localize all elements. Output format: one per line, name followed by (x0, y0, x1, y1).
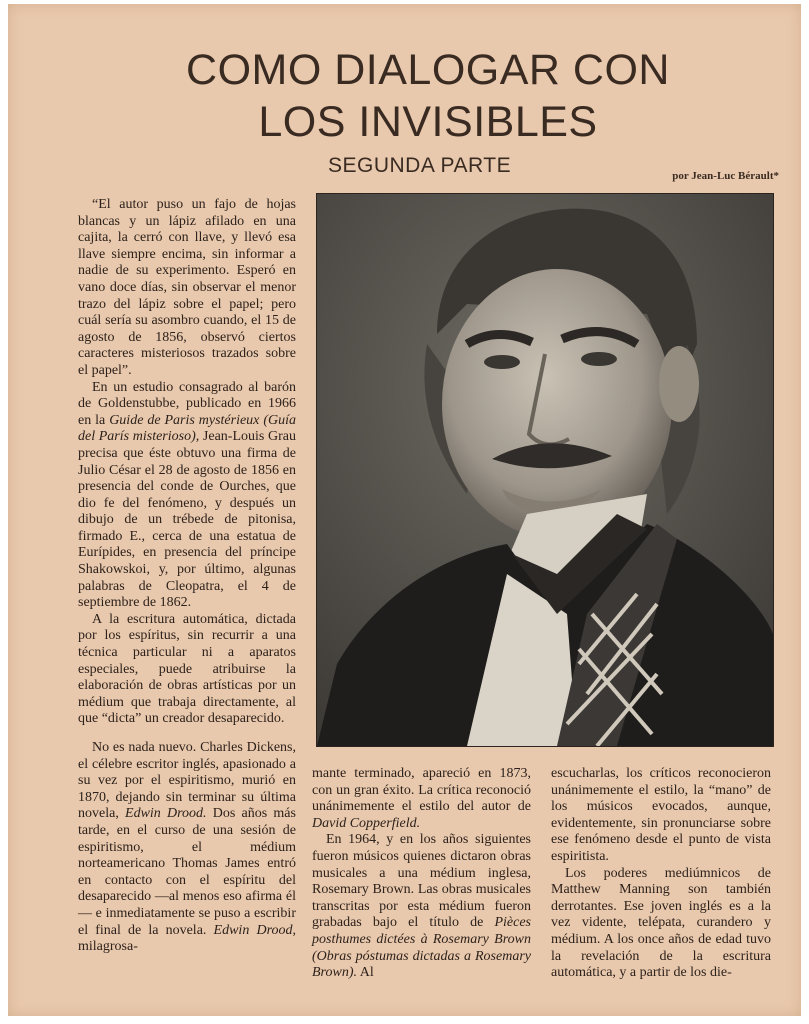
portrait-photo (316, 193, 774, 747)
author-byline: por Jean-Luc Bérault* (672, 170, 779, 182)
paragraph: “El autor puso un fajo de hojas blancas y un lápiz afilado en una cajita, la cerró con llave, y llevó esa llave siempre encima, sin informar a nadie de su experimento. Esperó en vano doce días, sin observar el menor trazo del lápiz sobre el papel; pero cuál sería su asombro cuando, el 15 de agosto de 1856, observó ciertos caracteres misteriosos trazados sobre el papel”. (78, 197, 296, 378)
title-line-2: LOS INVISIBLES (258, 98, 598, 146)
text-column-2 (312, 766, 531, 982)
paragraph: No es nada nuevo. Charles Dickens, el célebre escritor inglés, apasionado a su vez por el espiritismo, murió en 1870, dejando sin terminar su última novela, Edwin Drood. Dos años más tarde, en el curso de una sesión de espiritismo, el médium norteamericano Thomas James entró en contacto con el espíritu del desaparecido —al menos eso afirma él— e inmediatamente se puso a escribir el final de la novela. Edwin Drood, milagrosa- (78, 740, 296, 955)
title-line-1: COMO DIALOGAR CON (186, 46, 670, 94)
magazine-page (8, 4, 801, 1016)
paragraph: En un estudio consagrado al barón de Goldenstubbe, publicado en 1966 en la Guide de Paris mystérieux (Guía del París misterioso), Jean-Louis Grau precisa que éste obtuvo una firma de Julio César el 28 de agosto de 1856 en presencia del conde de Ourches, que dio fe del fenómeno, y después un dibujo de un trébede de pitonisa, firmado E., cerca de una estatua de Eurípides, en presencia del príncipe Shakowskoi, y, por último, algunas palabras de Cleopatra, el 4 de septiembre de 1862. (78, 379, 296, 611)
portrait-photo-icon (317, 194, 773, 746)
paragraph: A la escritura automática, dictada por los espíritus, sin recurrir a una técnica particular ni a aparatos especiales, puede atribuirse la elaboración de obras artísticas por un médium que trabaja directamente, al que “dicta” un creador desaparecido. (78, 611, 296, 727)
text-column-3 (551, 766, 771, 982)
paragraph: En 1964, y en los años siguientes fueron músicos quienes dictaron obras musicales a una médium inglesa, Rosemary Brown. Las obras musicales transcritas por esta médium fueron grabadas bajo el título de Pièces posthumes dictées à Rosemary Brown (Obras póstumas dictadas a Rosemary Brown). Al (312, 832, 531, 981)
article-subtitle: SEGUNDA PARTE (328, 154, 512, 177)
article-title (108, 44, 748, 148)
text-column-1 (78, 197, 296, 956)
paragraph: Los poderes mediúmnicos de Matthew Manning son también derrotantes. Ese joven inglés es a la vez vidente, telépata, curandero y médium. A los once años de edad tuvo la revelación de la escritura automática, y a partir de los die- (551, 865, 771, 981)
paragraph: escucharlas, los críticos reconocieron unánimemente el estilo, la “mano” de los músicos evocados, aunque, evidentemente, sin pronunciarse sobre ese fenómeno desde el punto de vista espiritista. (551, 766, 771, 864)
paragraph: mante terminado, apareció en 1873, con un gran éxito. La crítica reconoció unánimemente el estilo del autor de David Copperfield. (312, 766, 531, 831)
